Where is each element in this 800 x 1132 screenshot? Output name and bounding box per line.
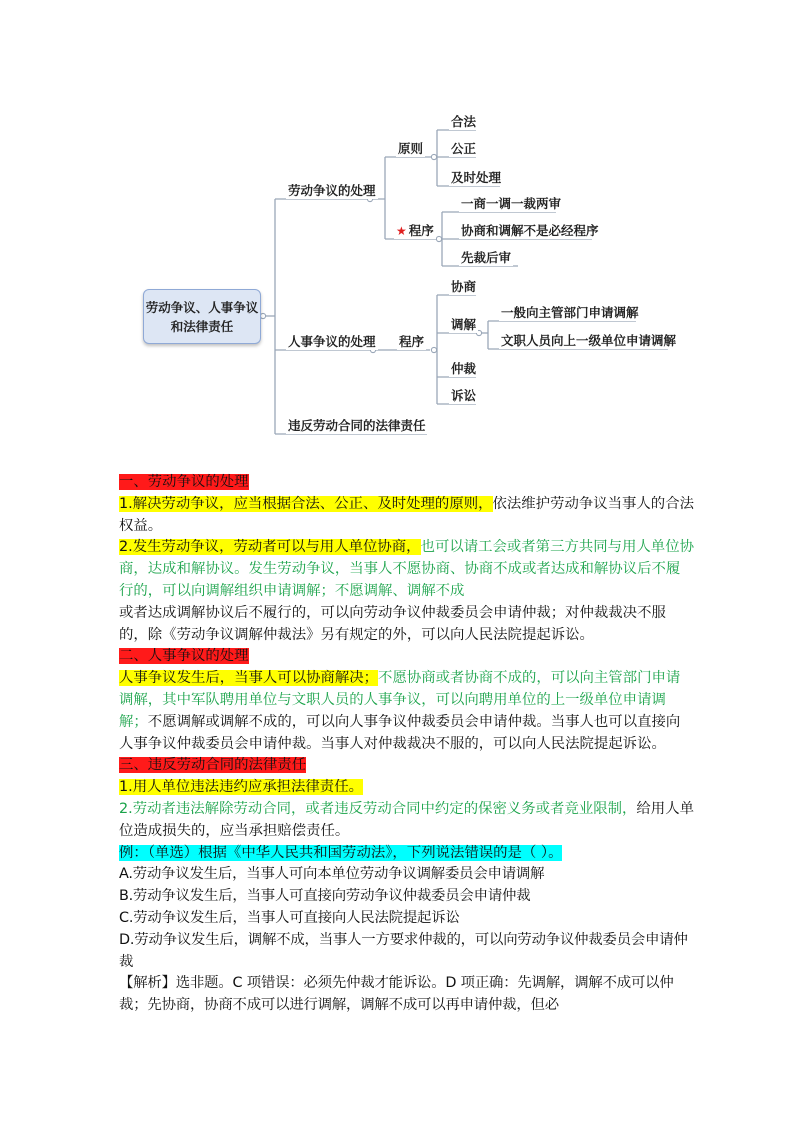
s1-p1-highlight: 1.解决劳动争议，应当根据合法、公正、及时处理的原则， [119,495,493,512]
mind-map-root [143,289,261,344]
node-mediate: 调解 [451,317,477,332]
node-proc-item-1: 一商一调一裁两审 [461,196,562,211]
node-procedure-1 [394,223,436,239]
s3-p1-highlight: 1.用人单位违法违约应承担法律责任。 [119,779,363,796]
node-litigate: 诉讼 [451,388,477,403]
option-b: B.劳动争议发生后，当事人可直接向劳动争议仲裁委员会申请仲裁 [119,888,531,905]
option-a: A.劳动争议发生后，当事人可向本单位劳动争议调解委员会申请调解 [119,866,545,883]
notes-body [119,472,694,1017]
s2-highlight: 人事争议发生后，当事人可以协商解决； [119,670,379,687]
section-1-point-1 [119,494,694,538]
s3-p2-text: 给用人单位造成损失的，应当承担赔偿责任。 [119,800,694,839]
star-icon: ★ [396,224,407,238]
node-negotiate: 协商 [451,279,477,294]
node-labor-dispute: 劳动争议的处理 [288,183,376,198]
node-mediate-item-2: 文职人员向上一级单位申请调解 [501,333,677,348]
node-mediate-item-1: 一般向主管部门申请调解 [501,305,639,320]
node-proc-item-2: 协商和调解不是必经程序 [461,223,599,238]
node-principle-timely: 及时处理 [451,170,502,185]
section-1-heading [119,472,694,494]
example-question-text: 例：（单选）根据《中华人民共和国劳动法》，下列说法错误的是（ ）。 [119,844,563,861]
node-breach-liability: 违反劳动合同的法律责任 [288,418,426,433]
section-2-title: 二、人事争议的处理 [119,648,249,665]
option-c: C.劳动争议发生后，当事人可直接向人民法院提起诉讼 [119,909,460,926]
node-principle: 原则 [398,141,424,156]
node-procedure-1-label: 程序 [408,223,434,238]
example-question [119,843,694,865]
analysis: 【解析】选非题。C 项错误：必须先仲裁才能诉讼。D 项正确：先调解，调解不成可以仲裁；先协商，协商不成可以进行调解，调解不成可以再申请仲裁，但必 [119,975,674,1014]
s2-text: 不愿调解或调解不成的，可以向人事争议仲裁委员会申请仲裁。当事人也可以直接向人事争议仲裁委员会申请仲裁。当事人对仲裁裁决不服的，可以向人民法院提起诉讼。 [119,713,681,752]
s1-p2-highlight: 2.发生劳动争议，劳动者可以与用人单位协商， [119,539,421,556]
section-1-point-2 [119,537,694,646]
section-1-title: 一、劳动争议的处理 [119,474,249,490]
section-2-paragraph [119,668,694,755]
s3-p2-green-text: 2.劳动者违法解除劳动合同，或者违反劳动合同中约定的保密义务或者竞业限制， [119,800,637,817]
node-principle-fair: 公正 [451,141,477,156]
s2-green-text: 不愿协商或者协商不成的，可以向主管部门申请调解，其中军队聘用单位与文职人员的人事争议，可以向聘用单位的上一级单位申请调解； [119,670,681,730]
option-d: D.劳动争议发生后，调解不成，当事人一方要求仲裁的，可以向劳动争议仲裁委员会申请仲裁 [119,931,688,970]
node-arbitrate: 仲裁 [451,361,477,376]
s1-p1-text: 依法维护劳动争议当事人的合法权益。 [119,495,694,534]
section-3-point-1 [119,777,694,799]
root-line-1: 劳动争议、人事争议 [145,299,259,315]
section-3-title: 三、违反劳动合同的法律责任 [119,757,307,774]
section-3-heading [119,755,694,777]
s1-p2-green-text: 也可以请工会或者第三方共同与用人单位协商，达成和解协议。发生劳动争议，当事人不愿协商、协商不成或者达成和解协议后不履行的，可以向调解组织申请调解；不愿调解、调解不成 [119,539,694,599]
mind-map [0,0,800,450]
node-procedure-2: 程序 [399,334,425,349]
root-line-2: 和法律责任 [170,318,234,334]
section-3-point-2 [119,799,694,843]
node-personnel-dispute: 人事争议的处理 [288,334,376,349]
s1-p2-text: 或者达成调解协议后不履行的，可以向劳动争议仲裁委员会申请仲裁；对仲裁裁决不服的，除《劳动争议调解仲裁法》另有规定的外，可以向人民法院提起诉讼。 [119,604,666,643]
node-proc-item-3: 先裁后审 [461,250,512,265]
node-principle-legal: 合法 [451,114,477,129]
section-2-heading [119,646,694,668]
